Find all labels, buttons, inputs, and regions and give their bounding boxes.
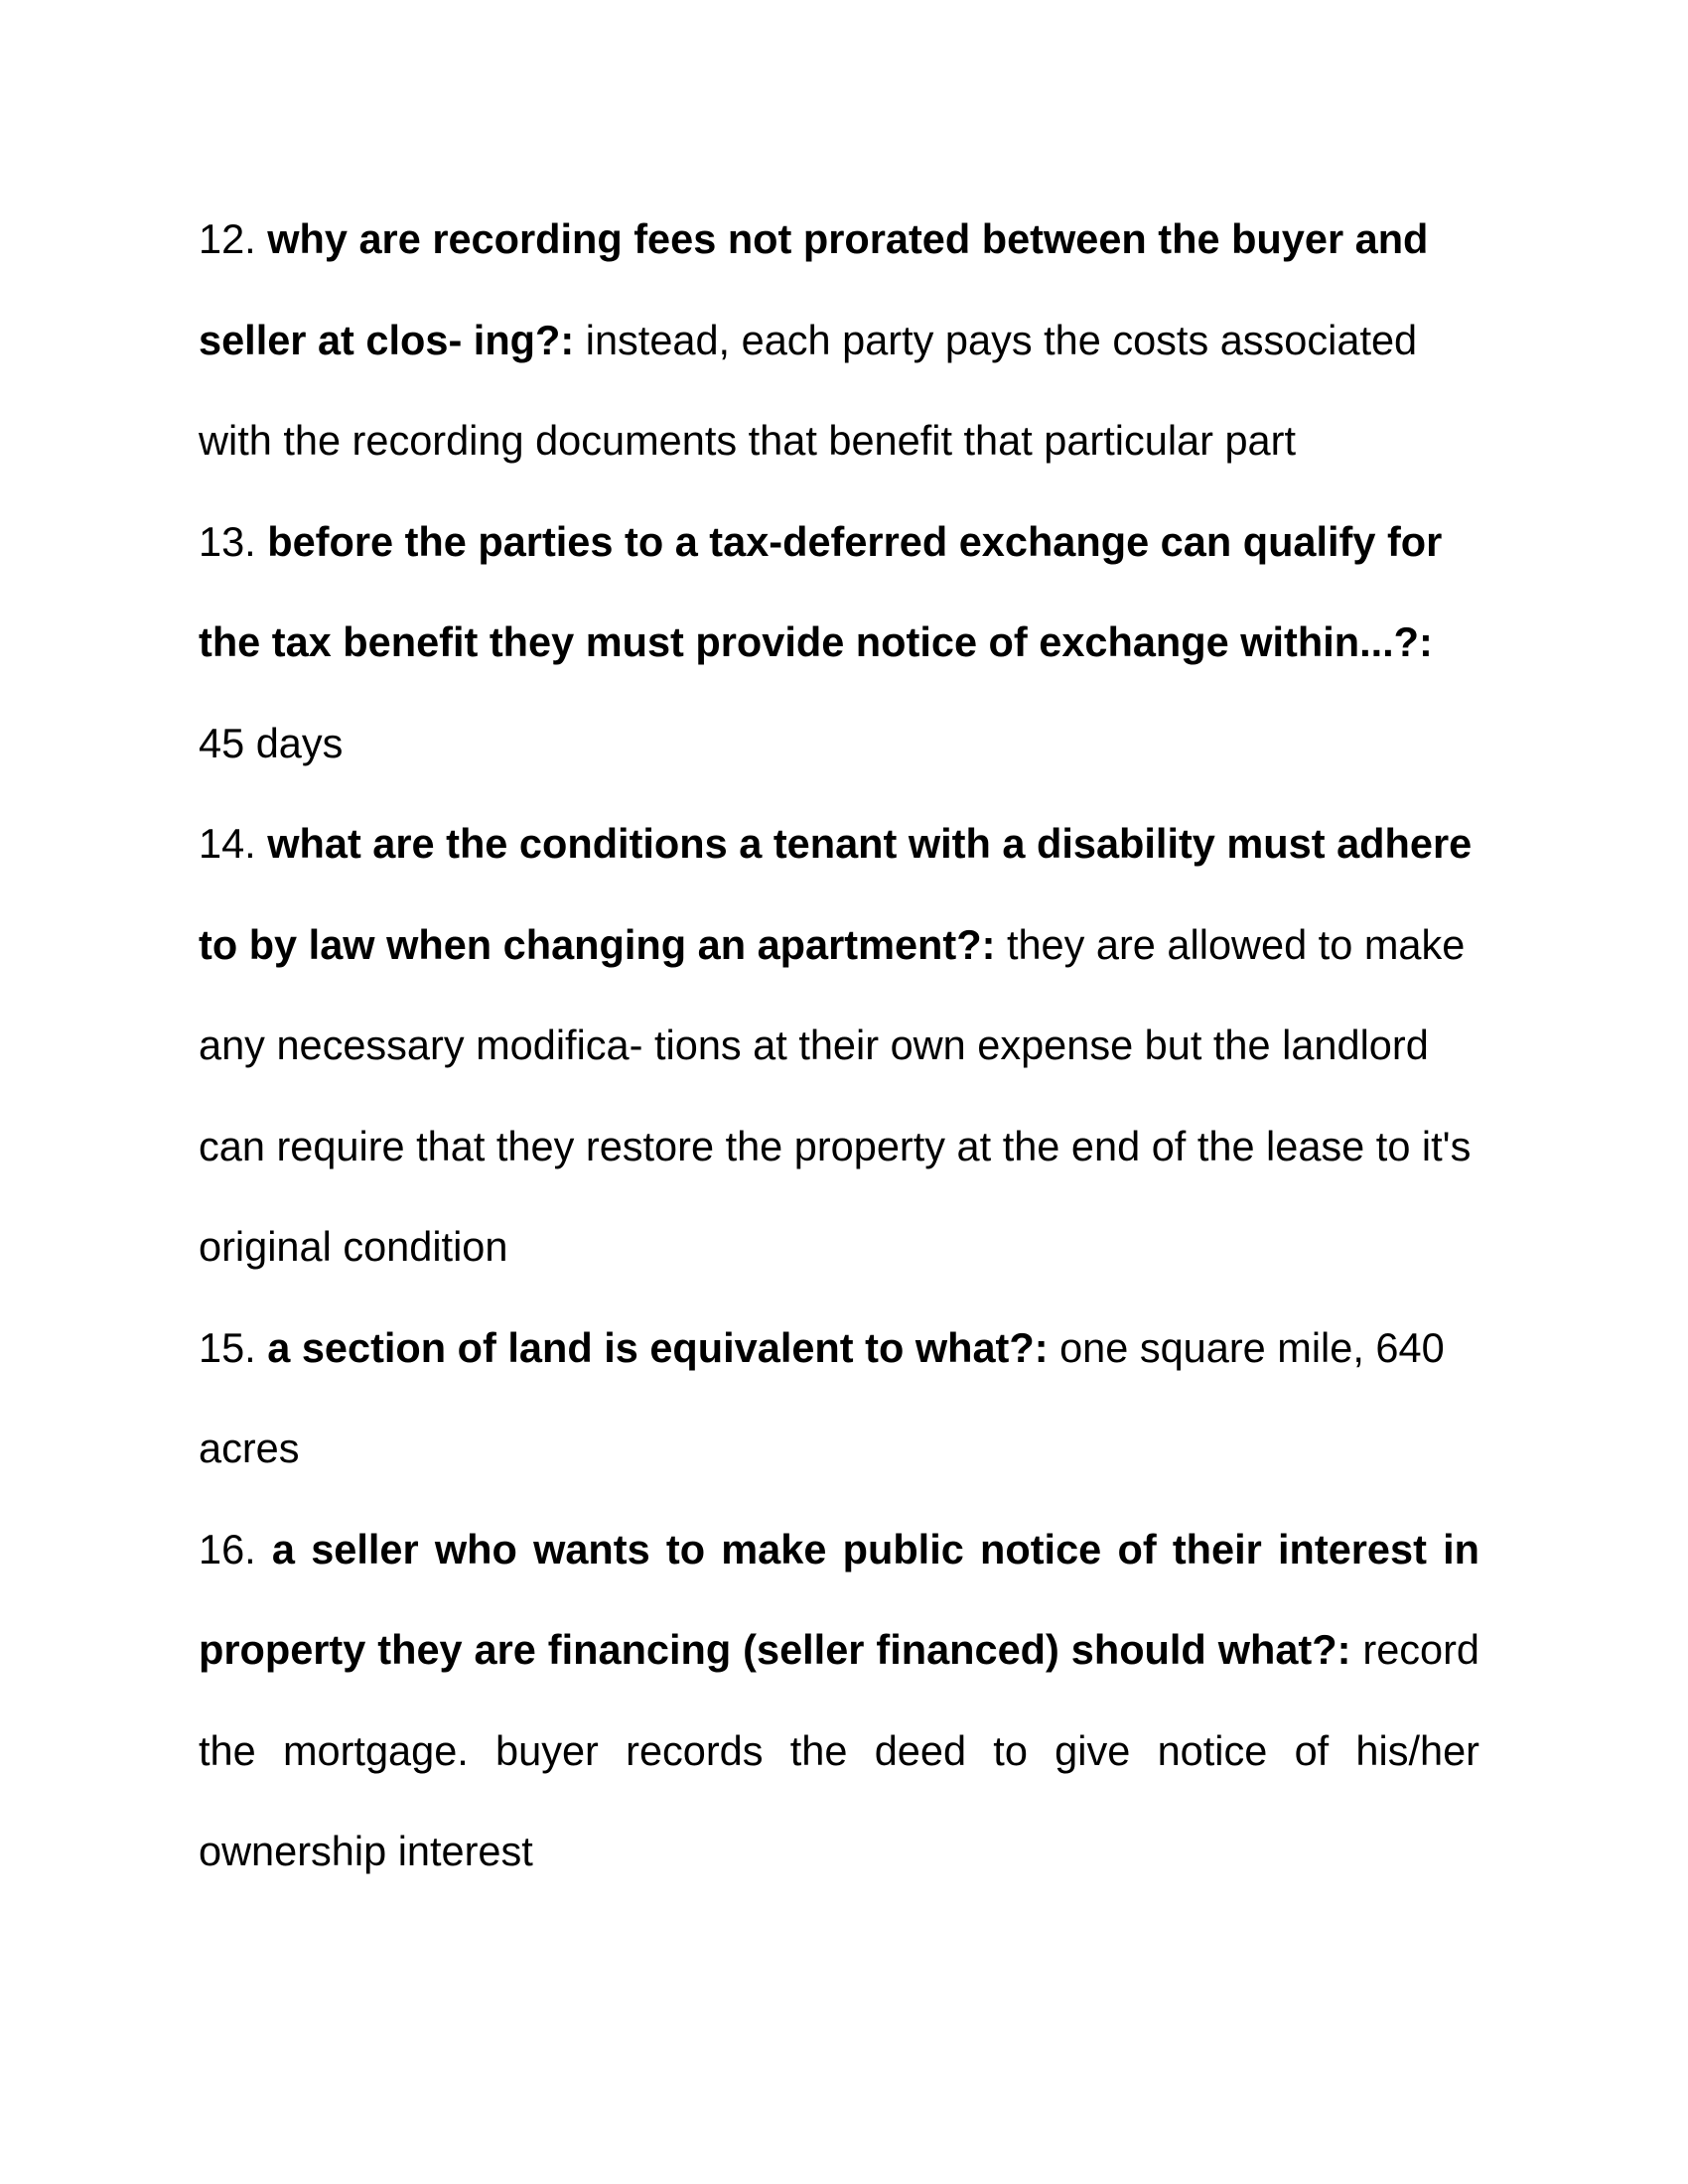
answer-text: instead, each party pays the costs associated with the recording documents that benefit that particular part	[199, 316, 1418, 464]
qa-item-13	[199, 491, 1479, 794]
question-text: a section of land is equivalent to what?:	[267, 1323, 1049, 1371]
item-number: 15.	[199, 1323, 256, 1371]
item-number: 13.	[199, 517, 256, 565]
item-number: 14.	[199, 820, 256, 867]
qa-item-12	[199, 189, 1479, 491]
question-text: why are recording fees not prorated between the buyer and seller at clos- ing?:	[199, 215, 1429, 363]
answer-text: one square mile, 640 acres	[199, 1323, 1445, 1471]
question-text: what are the conditions a tenant with a disability must adhere to by law when changing an apartment?:	[199, 820, 1473, 968]
answer-text: record the mortgage. buyer records the deed to give notice of his/her ownership interest	[199, 1626, 1480, 1874]
item-number: 12.	[199, 215, 256, 262]
question-text: before the parties to a tax-deferred exchange can qualify for the tax benefit they must provide notice of exchange within...?:	[199, 517, 1443, 665]
flashcard-text-body	[199, 189, 1479, 1902]
answer-text: they are allowed to make any necessary modifica- tions at their own expense but the landlord can require that they restore the property at the end of the lease to it's original condition	[199, 920, 1472, 1270]
qa-item-16	[199, 1499, 1479, 1902]
item-number: 16.	[199, 1525, 256, 1572]
answer-text: 45 days	[199, 719, 344, 766]
question-text: a seller who wants to make public notice of their interest in property they are financing (seller financed) should what?:	[199, 1525, 1479, 1673]
qa-item-15	[199, 1297, 1479, 1499]
qa-item-14	[199, 793, 1479, 1297]
